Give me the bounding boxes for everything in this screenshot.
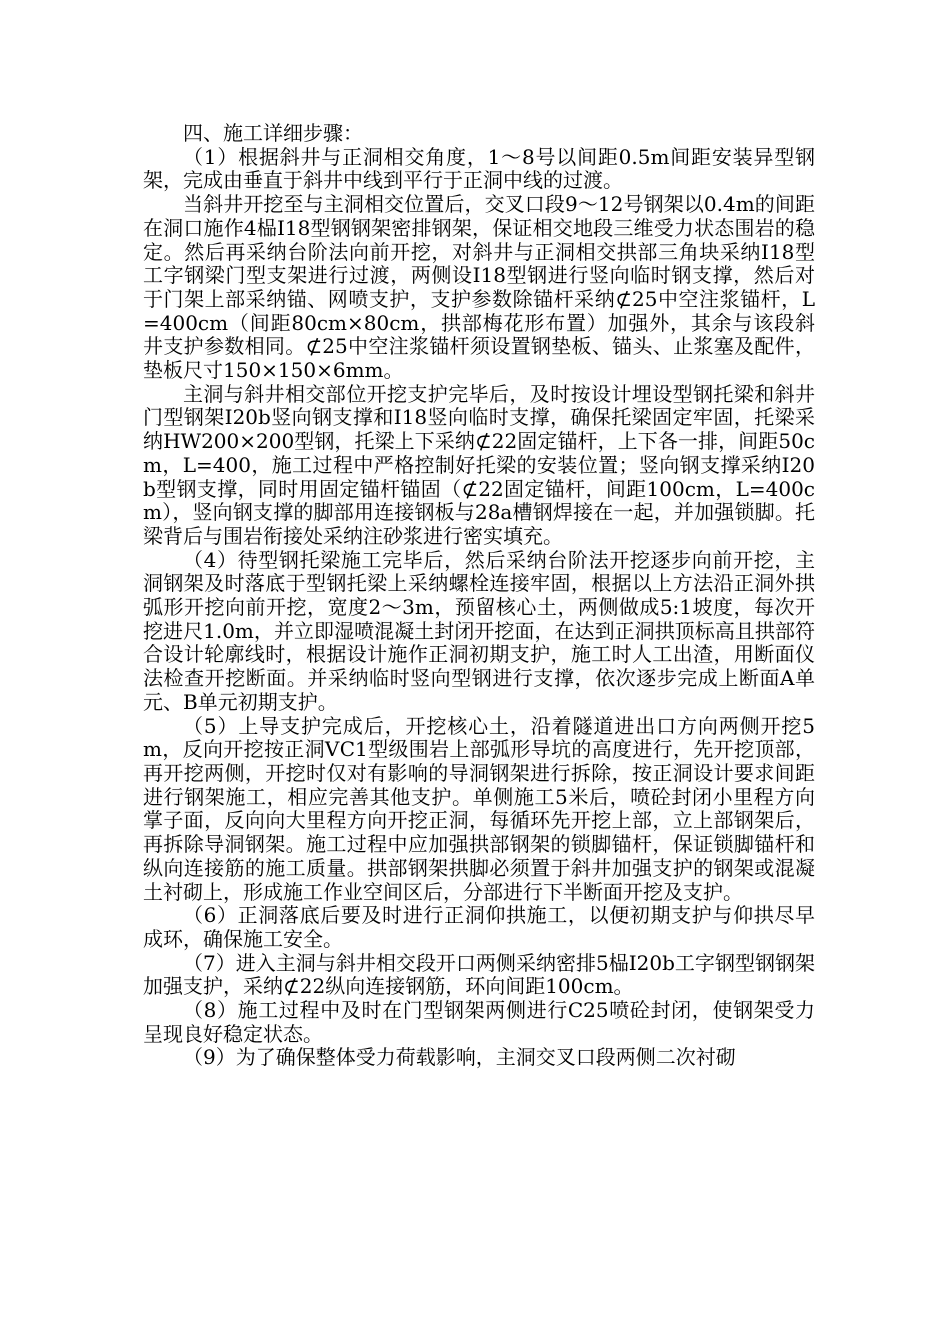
- section-heading: 四、施工详细步骤：: [183, 121, 363, 145]
- paragraph-step-5: （5）上导支护完成后，开挖核心土，沿着隧道进出口方向两侧开挖5m，反向开挖按正洞ⅤC1型级围岩上部弧形导坑的高度进行，先开挖顶部，再开挖两侧，开挖时仅对有影响的导洞钢架进行拆除，按正洞设计要求间距进行钢架施工，相应完善其他支护。单侧施工5米后，喷砼封闭小里程方向掌子面，反向向大里程方向开挖正洞，每循环先开挖上部，立上部钢架后，再拆除导洞钢架。施工过程中应加强拱部钢架的锁脚锚杆，保证锁脚锚杆和纵向连接筋的施工质量。拱部钢架拱脚必须置于斜井加强支护的钢架或混凝土衬砌上，形成施工作业空间区后，分部进行下半断面开挖及支护。: [143, 713, 815, 904]
- paragraph-step-6: （6）正洞落底后要及时进行正洞仰拱施工，以便初期支护与仰拱尽早成环，确保施工安全。: [143, 903, 815, 951]
- paragraph-intersection-excavation: 当斜井开挖至与主洞相交位置后，交叉口段9～12号钢架以0.4m的间距在洞口施作4榀I18型钢钢架密排钢架，保证相交地段三维受力状态围岩的稳定。然后再采纳台阶法向前开挖，对斜井与正洞相交拱部三角块采纳I18型工字钢梁门型支架进行过渡，两侧设I18型钢进行竖向临时钢支撑，然后对于门架上部采纳锚、网喷支护，支护参数除锚杆采纳⊄25中空注浆锚杆，L=400cm（间距80cm×80cm，拱部梅花形布置）加强外，其余与该段斜井支护参数相同。⊄25中空注浆锚杆须设置钢垫板、锚头、止浆塞及配件，垫板尺寸150×150×6mm。: [143, 192, 815, 383]
- paragraph-step-7: （7）进入主洞与斜井相交段开口两侧采纳密排5榀I20b工字钢型钢钢架加强支护，采纳⊄22纵向连接钢筋，环向间距100cm。: [143, 950, 815, 999]
- paragraph-step-4: （4）待型钢托梁施工完毕后，然后采纳台阶法开挖逐步向前开挖，主洞钢架及时落底于型钢托梁上采纳螺栓连接牢固，根据以上方法沿正洞外拱弧形开挖向前开挖，宽度2～3m，预留核心土，两侧做成5:1坡度，每次开挖进尺1.0m，并立即湿喷混凝土封闭开挖面，在达到正洞拱顶标高且拱部符合设计轮廓线时，根据设计施作正洞初期支护，施工时人工出渣，用断面仪法检查开挖断面。并采纳临时竖向型钢进行支撑，依次逐步完成上断面A单元、B单元初期支护。: [143, 547, 815, 714]
- paragraph-support-beam: 主洞与斜井相交部位开挖支护完毕后，及时按设计埋设型钢托梁和斜井门型钢架I20b竖向钢支撑和I18竖向临时支撑，确保托梁固定牢固，托梁采纳HW200×200型钢，托梁上下采纳⊄22固定锚杆，上下各一排，间距50cm，L=400，施工过程中严格控制好托梁的安装位置；竖向钢支撑采纳I20b型钢支撑，同时用固定锚杆锚固（⊄22固定锚杆，间距100cm，L=400cm），竖向钢支撑的脚部用连接钢板与28a槽钢焊接在一起，并加强锁脚。托梁背后与围岩衔接处采纳注砂浆进行密实填充。: [143, 381, 815, 548]
- paragraph-step-9: （9）为了确保整体受力荷载影响，主洞交叉口段两侧二次衬砌: [183, 1045, 736, 1070]
- paragraph-step-1: （1）根据斜井与正洞相交角度，1～8号以间距0.5m间距安装异型钢架，完成由垂直于斜井中线到平行于正洞中线的过渡。: [143, 144, 815, 193]
- document-body: [143, 122, 815, 1070]
- paragraph-step-8: （8）施工过程中及时在门型钢架两侧进行C25喷砼封闭，使钢架受力呈现良好稳定状态。: [143, 998, 815, 1046]
